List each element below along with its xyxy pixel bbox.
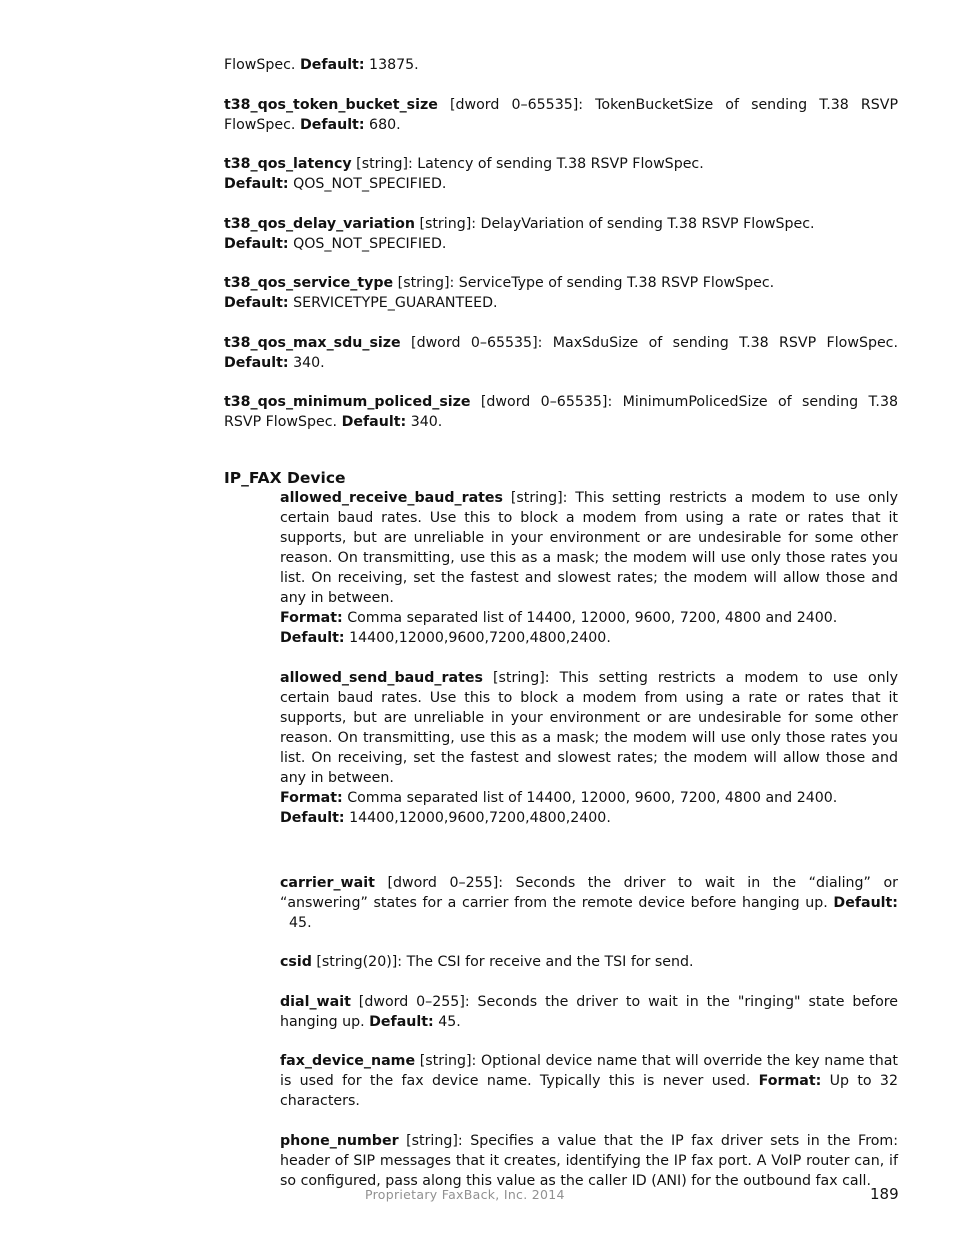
footer-copyright: Proprietary FaxBack, Inc. 2014 xyxy=(365,1187,565,1202)
default-label: Default: xyxy=(224,176,289,192)
default-label: Default: xyxy=(280,809,345,826)
ip-fax-device-settings xyxy=(280,488,898,1191)
setting-name: dial_wait xyxy=(280,993,351,1010)
default-label: Default: xyxy=(833,894,898,911)
default-label: Default: xyxy=(341,414,407,430)
entry-t38-qos-max-sdu-size: t38_qos_max_sdu_size [dword 0–65535]: MaxSduSize of sending T.38 RSVP FlowSpec. Default: 340. xyxy=(224,334,898,371)
entry-t38-qos-service-type: t38_qos_service_type [string]: ServiceType of sending T.38 RSVP FlowSpec. Default: SERVICETYPE_GUARANTEED. xyxy=(224,275,775,311)
default-label: Default: xyxy=(299,57,365,73)
entry-t38-qos-latency: t38_qos_latency [string]: Latency of sending T.38 RSVP FlowSpec. Default: QOS_NOT_SPECIFIED. xyxy=(224,156,704,192)
setting-name: t38_qos_minimum_policed_size xyxy=(224,394,471,410)
page-content xyxy=(224,55,898,1191)
entry-t38-qos-token-bucket-size: t38_qos_token_bucket_size [dword 0–65535]: TokenBucketSize of sending T.38 RSVP FlowSpec. Default: 680. xyxy=(224,96,898,133)
entry-dial-wait: dial_wait [dword 0–255]: Seconds the driver to wait in the "ringing" state before hanging up. Default: 45. xyxy=(280,993,898,1030)
format-label: Format: xyxy=(280,789,343,806)
default-label: Default: xyxy=(224,295,289,311)
entry-allowed-send-baud-rates: allowed_send_baud_rates [string]: This setting restricts a modem to use only certain baud rates. Use this to block a modem from using a rate or rates that it supports, but are unreliable in your environment or are undesirable for some other reason. On transmitting, use this as a mask; the modem will use only those rates you list. On receiving, set the fastest and slowest rates; the modem will allow those and any in between. Format: Comma separated list of 14400, 12000, 9600, 7200, 4800 and 2400. Default: 14400,12000,9600,7200,4800,2400. xyxy=(280,669,898,826)
entry-phone-number: phone_number [string]: Specifies a value that the IP fax driver sets in the From: header of SIP messages that it creates, identifying the IP fax port. A VoIP router can, if so configured, pass along this value as the caller ID (ANI) for the outbound fax call. xyxy=(280,1132,898,1189)
default-label: Default: xyxy=(224,235,289,252)
entry-t38-qos-minimum-policed-size: t38_qos_minimum_policed_size [dword 0–65535]: MinimumPolicedSize of sending T.38 RSVP FlowSpec. Default: 340. xyxy=(224,394,898,430)
entry-csid: csid [string(20)]: The CSI for receive and the TSI for send. xyxy=(280,954,694,970)
setting-name: t38_qos_token_bucket_size xyxy=(224,96,438,113)
setting-name: fax_device_name xyxy=(280,1053,416,1069)
entry-flowspec-continuation: FlowSpec. Default: 13875. xyxy=(224,57,419,73)
setting-name: t38_qos_delay_variation xyxy=(224,215,415,232)
entry-fax-device-name: fax_device_name [string]: Optional device name that will override the key name that is used for the fax device name. Typically this is never used. Format: Up to 32 characters. xyxy=(280,1053,898,1109)
default-label: Default: xyxy=(280,630,345,646)
page-number: 189 xyxy=(870,1185,899,1203)
entry-t38-qos-delay-variation: t38_qos_delay_variation [string]: DelayVariation of sending T.38 RSVP FlowSpec. Default: QOS_NOT_SPECIFIED. xyxy=(224,215,815,252)
default-label: Default: xyxy=(369,1013,434,1030)
setting-name: allowed_send_baud_rates xyxy=(280,669,483,686)
setting-name: allowed_receive_baud_rates xyxy=(280,490,504,506)
format-label: Format: xyxy=(280,610,343,626)
setting-name: t38_qos_latency xyxy=(224,156,352,172)
setting-name: csid xyxy=(280,954,312,970)
section-heading-ip-fax-device: IP_FAX Device xyxy=(224,469,346,487)
default-label: Default: xyxy=(224,354,289,371)
setting-name: t38_qos_service_type xyxy=(224,275,394,291)
default-label: Default: xyxy=(299,116,365,133)
entry-carrier-wait: carrier_wait [dword 0–255]: Seconds the driver to wait in the “dialing” or “answering” states for a carrier from the remote device before hanging up. Default: 45. xyxy=(280,874,898,931)
entry-allowed-receive-baud-rates: allowed_receive_baud_rates [string]: This setting restricts a modem to use only certain baud rates. Use this to block a modem from using a rate or rates that it supports, but are unreliable in your environment or are undesirable for some other reason. On transmitting, use this as a mask; the modem will use only those rates you list. On receiving, set the fastest and slowest rates; the modem will allow those and any in between. Format: Comma separated list of 14400, 12000, 9600, 7200, 4800 and 2400. Default: 14400,12000,9600,7200,4800,2400. xyxy=(280,490,898,646)
format-label: Format: xyxy=(758,1073,822,1089)
setting-name: phone_number xyxy=(280,1132,399,1149)
setting-name: carrier_wait xyxy=(280,874,375,891)
setting-name: t38_qos_max_sdu_size xyxy=(224,334,401,351)
